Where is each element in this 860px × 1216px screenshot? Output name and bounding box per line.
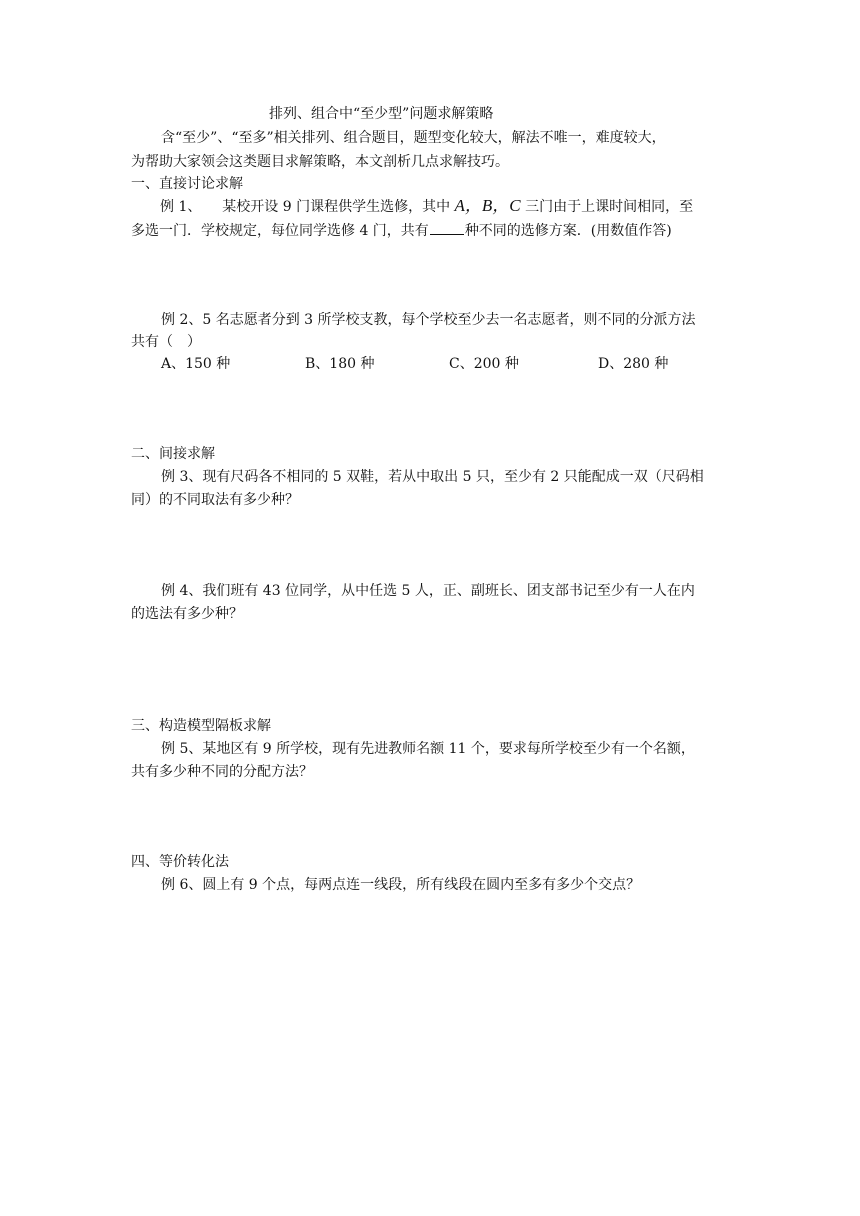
example-3-line-2: 同）的不同取法有多少种？ — [131, 492, 299, 508]
example-2-option-c: C、200 种 — [449, 356, 519, 372]
answer-blank — [430, 220, 464, 235]
example-2-option-b: B、180 种 — [305, 356, 375, 372]
intro-line-2: 为帮助大家领会这类题目求解策略，本文剖析几点求解技巧。 — [131, 154, 509, 170]
example-1-line-1 — [160, 196, 693, 217]
intro-line-1: 含“至少”、“至多”相关排列、组合题目，题型变化较大，解法不唯一，难度较大， — [161, 130, 666, 146]
example-2-option-a: A、150 种 — [161, 356, 231, 372]
document-title: 排列、组合中“至少型”问题求解策略 — [269, 106, 494, 122]
example-4-line-1: 例 4、我们班有 43 位同学，从中任选 5 人，正、副班长、团支部书记至少有一人在内 — [161, 583, 695, 599]
example-1-courses: A，B，C — [454, 196, 521, 215]
example-2-option-d: D、280 种 — [598, 356, 669, 372]
example-1-text-b: 三门由于上课时间相同，至 — [525, 199, 694, 215]
example-1-text-a: 某校开设 9 门课程供学生选修，其中 — [222, 199, 451, 215]
section-4-heading: 四、等价转化法 — [131, 854, 229, 870]
example-2-line-1: 例 2、5 名志愿者分到 3 所学校支教，每个学校至少去一名志愿者，则不同的分派方法 — [161, 312, 696, 328]
example-1-label: 例 1、 — [160, 199, 202, 215]
example-4-line-2: 的选法有多少种？ — [131, 606, 243, 622]
example-5-line-2: 共有多少种不同的分配方法？ — [131, 764, 313, 780]
example-6-line-1: 例 6、圆上有 9 个点，每两点连一线段，所有线段在圆内至多有多少个交点？ — [161, 877, 641, 893]
example-3-line-1: 例 3、现有尺码各不相同的 5 双鞋，若从中取出 5 只，至少有 2 只能配成一双（尺码相 — [161, 469, 704, 485]
example-5-line-1: 例 5、某地区有 9 所学校，现有先进教师名额 11 个，要求每所学校至少有一个名额， — [161, 741, 695, 757]
example-1-line-2-b: 种不同的选修方案．(用数值作答) — [464, 223, 672, 239]
section-2-heading: 二、间接求解 — [131, 446, 215, 462]
section-3-heading: 三、构造模型隔板求解 — [131, 718, 271, 734]
example-2-line-2: 共有（ ） — [131, 334, 201, 350]
example-1-line-2-a: 多选一门．学校规定，每位同学选修 4 门，共有 — [131, 223, 429, 239]
section-1-heading: 一、直接讨论求解 — [131, 176, 243, 192]
example-1-line-2 — [131, 220, 672, 241]
